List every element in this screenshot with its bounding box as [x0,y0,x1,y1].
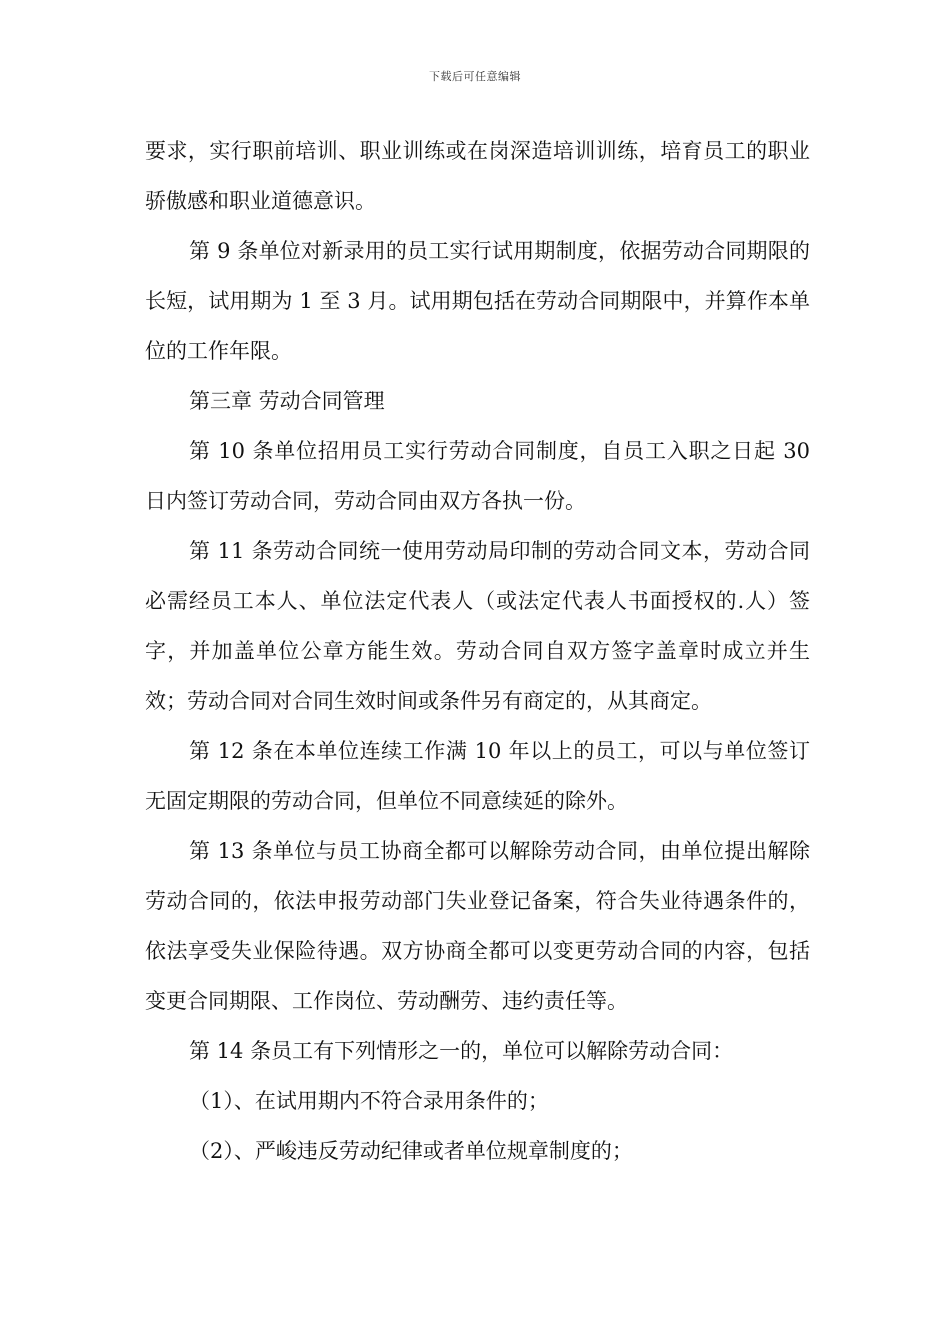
list-item-1: （1）、在试用期内不符合录用条件的； [189,1089,549,1113]
page-header: 下载后可任意编辑 [429,70,521,83]
paragraph-article-13: 第 13 条单位与员工协商全都可以解除劳动合同，由单位提出解除劳动合同的，依法申报劳动部门失业登记备案，符合失业待遇条件的，依法享受失业保险待遇。双方协商全都可以变更劳动合同的内容，包括变更合同期限、工作岗位、劳动酬劳、违约责任等。 [145,839,810,1013]
paragraph-article-11: 第 11 条劳动合同统一使用劳动局印制的劳动合同文本，劳动合同必需经员工本人、单位法定代表人（或法定代表人书面授权的.人）签字，并加盖单位公章方能生效。劳动合同自双方签字盖章时成立并生效；劳动合同对合同生效时间或条件另有商定的，从其商定。 [145,539,810,713]
paragraph-article-10: 第 10 条单位招用员工实行劳动合同制度，自员工入职之日起 30 日内签订劳动合同，劳动合同由双方各执一份。 [145,439,810,513]
list-item-2: （2）、严峻违反劳动纪律或者单位规章制度的； [189,1139,633,1163]
paragraph-article-14: 第 14 条员工有下列情形之一的，单位可以解除劳动合同： [189,1039,734,1063]
paragraph-article-12: 第 12 条在本单位连续工作满 10 年以上的员工，可以与单位签订无固定期限的劳动合同，但单位不同意续延的除外。 [145,739,810,813]
chapter-heading: 第三章 劳动合同管理 [189,389,385,413]
paragraph-article-9: 第 9 条单位对新录用的员工实行试用期制度，依据劳动合同期限的长短，试用期为 1 至 3 月。试用期包括在劳动合同期限中，并算作本单位的工作年限。 [145,239,810,363]
paragraph-continuation: 要求，实行职前培训、职业训练或在岗深造培训训练，培育员工的职业骄傲感和职业道德意识。 [145,139,810,213]
document-body [145,126,810,1176]
